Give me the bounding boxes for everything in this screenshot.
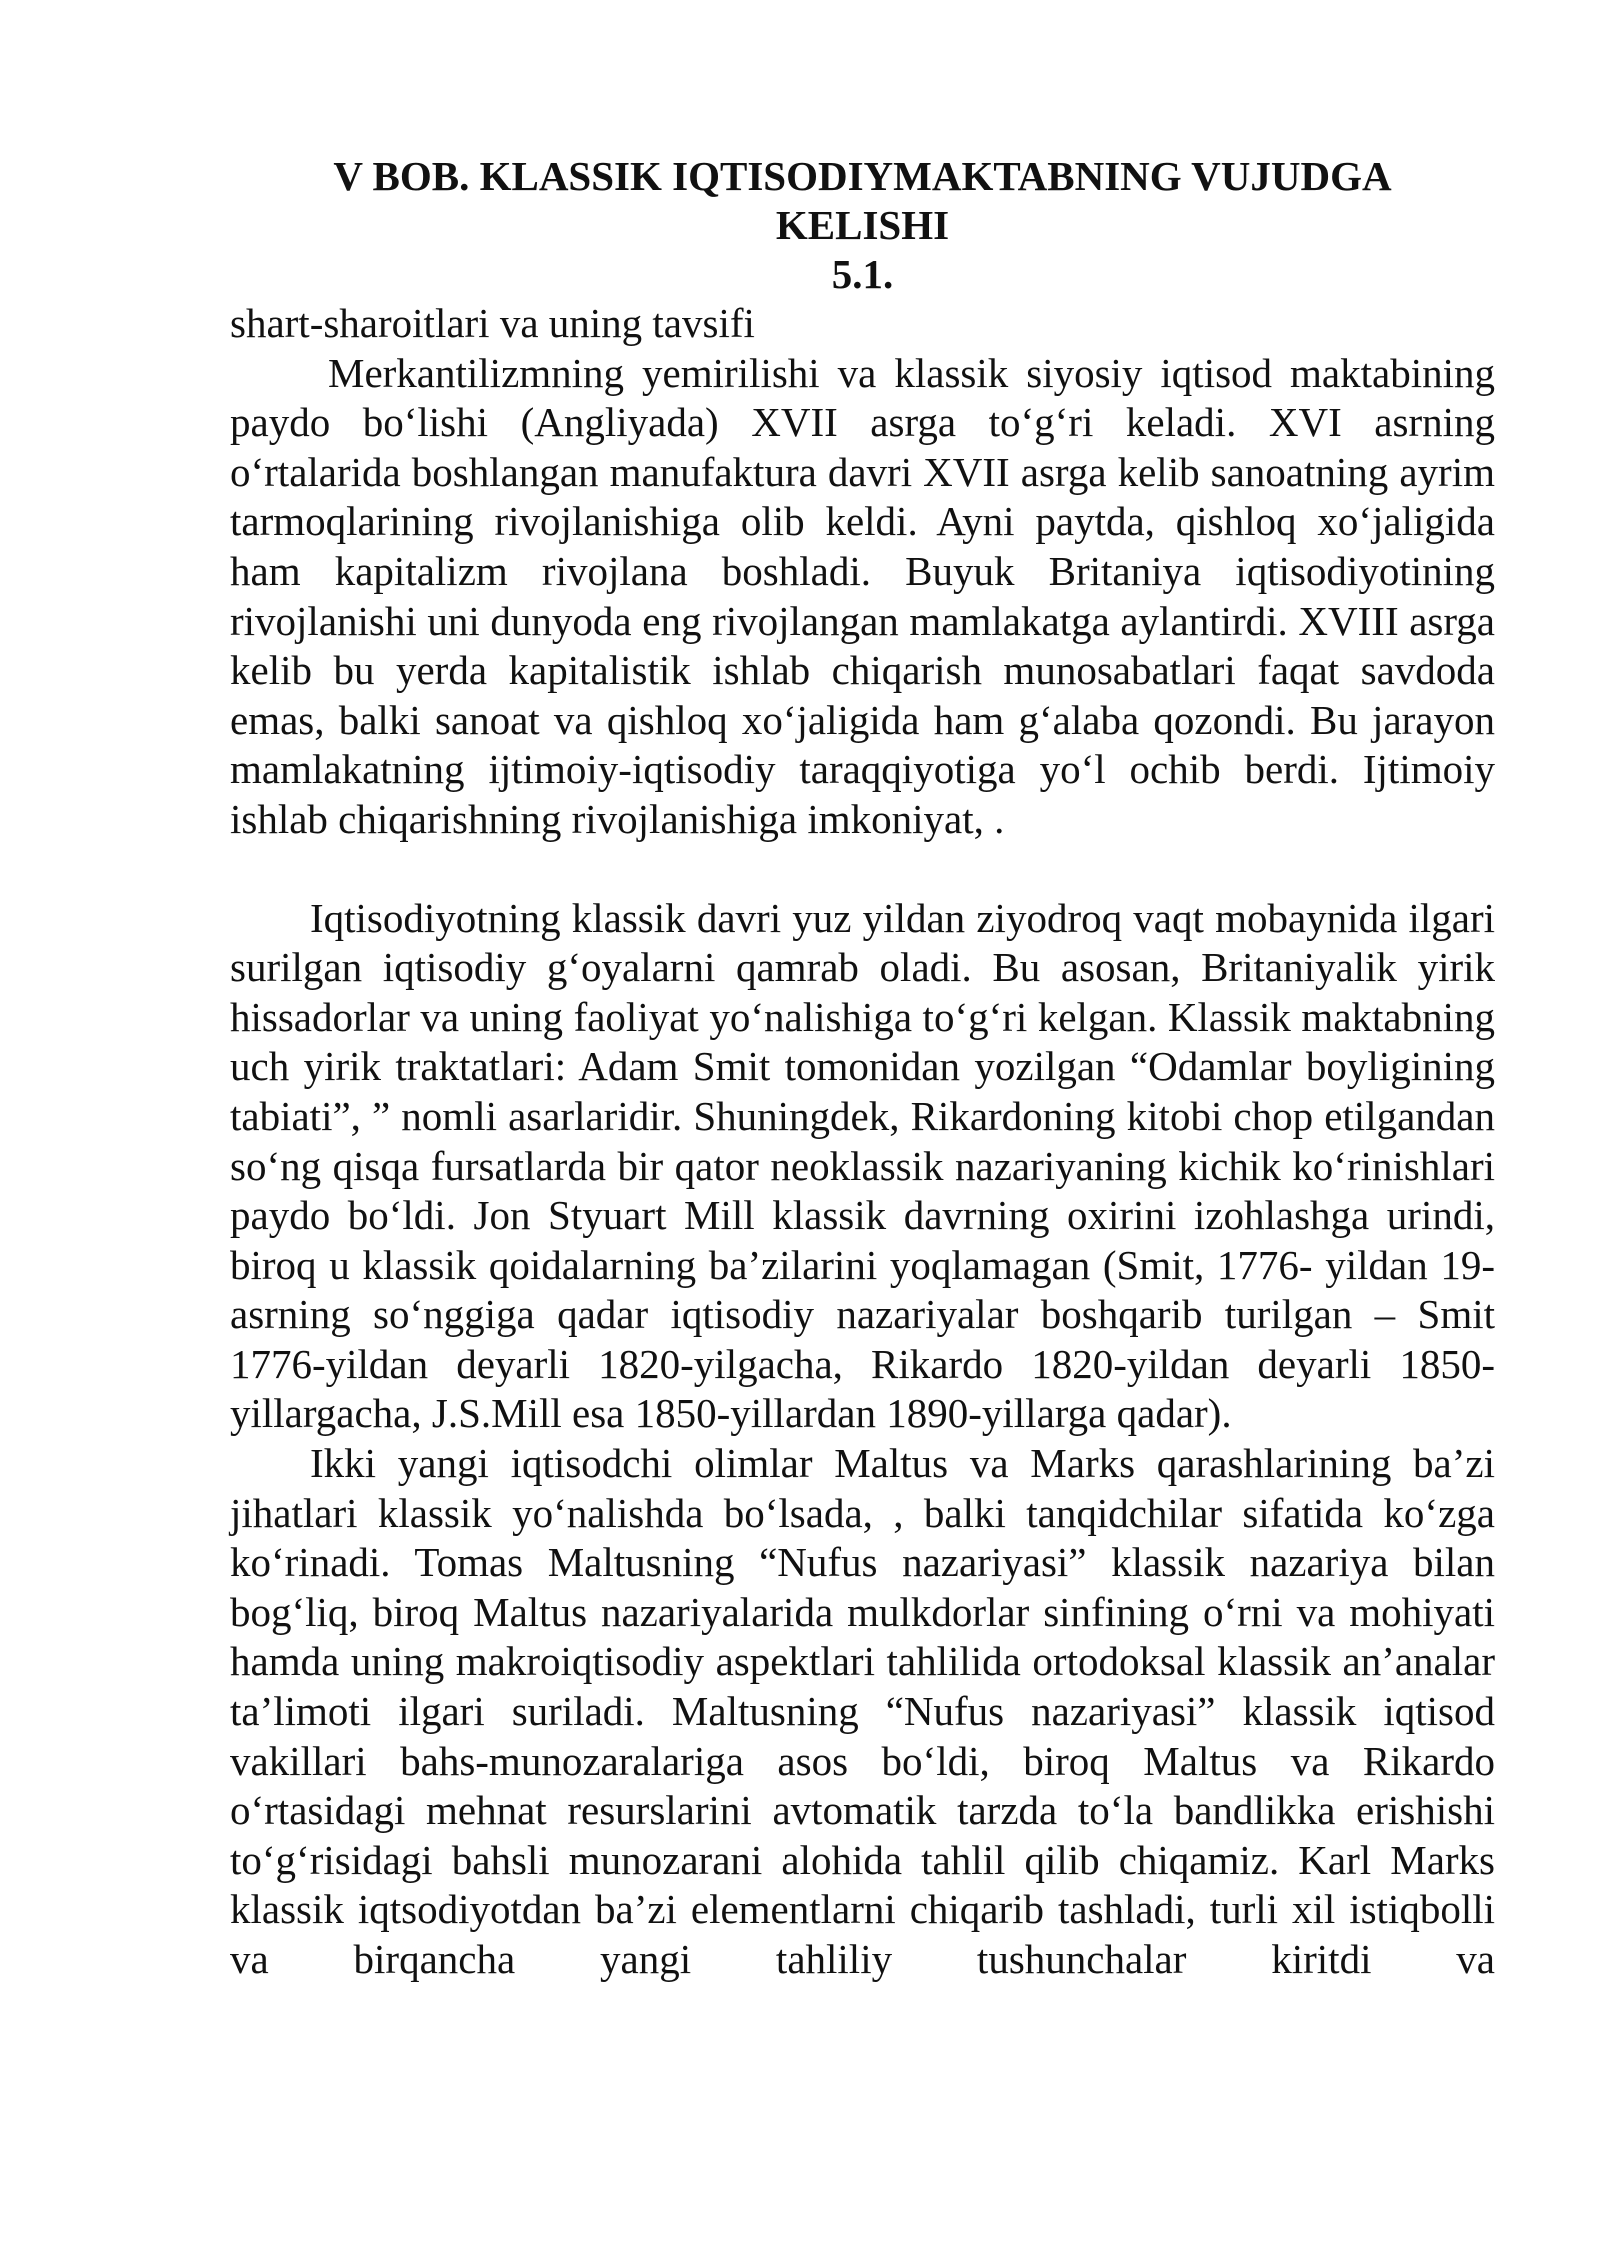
section-number: 5.1. [831, 251, 894, 297]
paragraph-gap [230, 845, 1495, 894]
chapter-title [230, 152, 1495, 250]
chapter-title-line-1: V BOB. KLASSIK IQTISODIYMAKTABNING VUJUDGA [333, 153, 1392, 199]
paragraph-3: Ikki yangi iqtisodchi olimlar Maltus va Marks qarashlarining ba’zi jihatlari klassik yo‘nalishda bo‘lsada, , balki tanqidchilar sifatida ko‘zga ko‘rinadi. Tomas Maltusning “Nufus nazariyasi” klassik nazariya bilan bog‘liq, biroq Maltus nazariyalarida mulkdorlar sinfining o‘rni va mohiyati hamda uning makroiqtisodiy aspektlari tahlilida ortodoksal klassik an’analar ta’limoti ilgari suriladi. Maltusning “Nufus nazariyasi” klassik iqtisod vakillari bahs-munozaralariga asos bo‘ldi, biroq Maltus va Rikardo o‘rtasidagi mehnat resurslarini avtomatik tarzda to‘la bandlikka erishishi to‘g‘risidagi bahsli munozarani alohida tahlil qilib chiqamiz. Karl Marks klassik iqtsodiyotdan ba’zi elementlarni chiqarib tashladi, turli xil istiqbolli va birqancha yangi tahliliy tushunchalar kiritdi va [230, 1440, 1495, 1982]
section-subtitle: shart-sharoitlari va uning tavsifi [230, 300, 755, 346]
chapter-title-line-2: KELISHI [775, 202, 950, 248]
paragraph-2: Iqtisodiyotning klassik davri yuz yildan ziyodroq vaqt mobaynida ilgari surilgan iqtisodiy g‘oyalarni qamrab oladi. Bu asosan, Britaniyalik yirik hissadorlar va uning faoliyat yo‘nalishiga to‘g‘ri kelgan. Klassik maktabning uch yirik traktatlari: Adam Smit tomonidan yozilgan “Odamlar boyligining tabiati”, ” nomli asarlaridir. Shuningdek, Rikardoning kitobi chop etilgandan so‘ng qisqa fursatlarda bir qator neoklassik nazariyaning kichik ko‘rinishlari paydo bo‘ldi. Jon Styuart Mill klassik davrning oxirini izohlashga urindi, biroq u klassik qoidalarning ba’zilarini yoqlamagan (Smit, 1776- yildan 19-asrning so‘nggiga qadar iqtisodiy nazariyalar boshqarib turilgan – Smit 1776-yildan deyarli 1820-yilgacha, Rikardo 1820-yildan deyarli 1850-yillargacha, J.S.Mill esa 1850-yillardan 1890-yillarga qadar). [230, 894, 1495, 1437]
paragraph-1: Merkantilizmning yemirilishi va klassik siyosiy iqtisod maktabining paydo bo‘lishi (Angliyada) XVII asrga to‘g‘ri keladi. XVI asrning o‘rtalarida boshlangan manufaktura davri XVII asrga kelib sanoatning ayrim tarmoqlarining rivojlanishiga olib keldi. Ayni paytda, qishloq xo‘jaligida ham kapitalizm rivojlana boshladi. Buyuk Britaniya iqtisodiyotining rivojlanishi uni dunyoda eng rivojlangan mamlakatga aylantirdi. XVIII asrga kelib bu yerda kapitalistik ishlab chiqarish munosabatlari faqat savdoda emas, balki sanoat va qishloq xo‘jaligida ham g‘alaba qozondi. Bu jarayon mamlakatning ijtimoiy-iqtisodiy taraqqiyotiga yo‘l ochib berdi. Ijtimoiy ishlab chiqarishning rivojlanishiga imkoniyat, . [230, 349, 1495, 842]
document-page [230, 152, 1495, 1985]
